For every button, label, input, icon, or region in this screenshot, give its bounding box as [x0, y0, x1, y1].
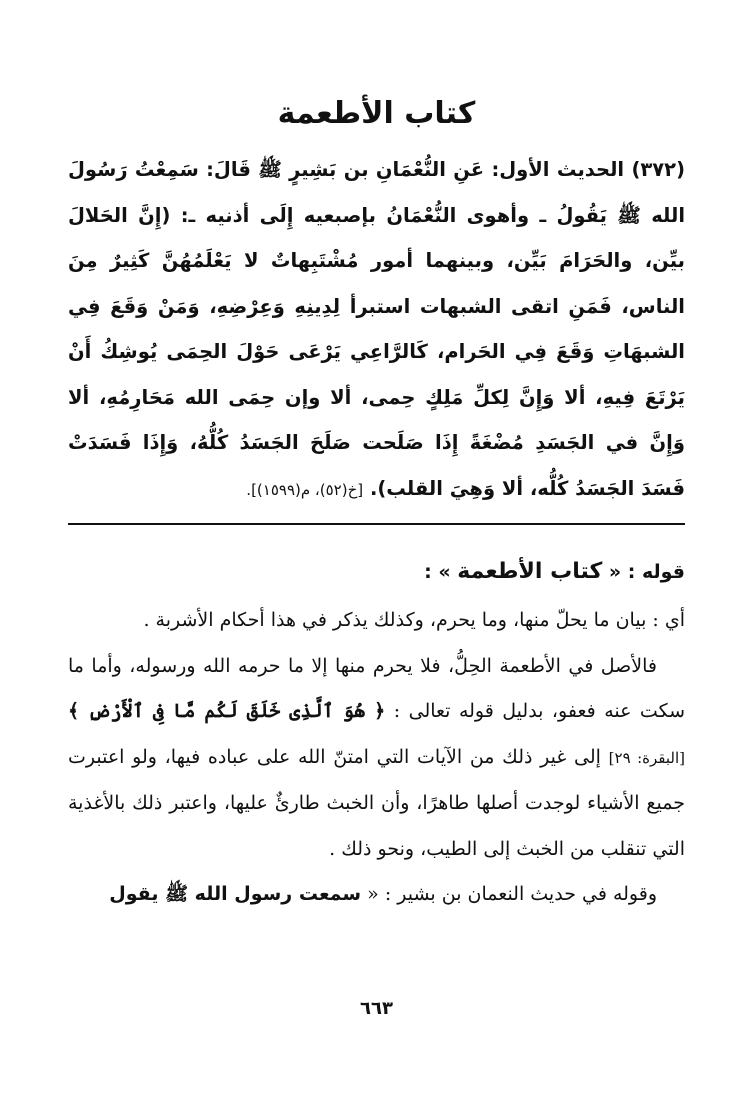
chapter-title: كتاب الأطعمة [277, 96, 476, 131]
heading-prefix: قوله : « [608, 561, 685, 583]
heading-book-name: كتاب الأطعمة [457, 559, 603, 584]
paragraph-2-text-a: فالأصل في الأطعمة الحِلُّ، فلا يحرم منها إلا ما حرمه الله ورسوله، وأما ما سكت عنه فعفو، بدليل قوله تعالى : [68, 654, 685, 722]
paragraph-3-quote: سمعت رسول الله ﷺ يقول [109, 883, 362, 905]
hadith-reference: [خ(٥٢)، م(١٥٩٩)]. [246, 480, 364, 499]
commentary-section [68, 552, 685, 918]
commentary-paragraph-1: أي : بيان ما يحلّ منها، وما يحرم، وكذلك يذكر في هذا أحكام الأشربة . [143, 609, 685, 631]
hadith-text [68, 147, 685, 513]
commentary-paragraph-3 [68, 872, 685, 918]
footnote-separator [68, 523, 685, 525]
verse-reference: [البقرة: ٢٩] [608, 748, 685, 767]
heading-suffix: » : [424, 561, 451, 583]
commentary-heading [68, 552, 685, 592]
book-page [68, 0, 685, 1102]
commentary-paragraph-2 [68, 644, 685, 873]
paragraph-2-text-b: إلى غير ذلك من الآيات التي امتنّ الله على عباده فيها، ولو اعتبرت جميع الأشياء لوجدت أصلها طاهرًا، وأن الخبث طارئٌ عليها، واعتبر ذلك بالأغذية التي تنقلب من الخبث إلى الطيب، ونحو ذلك . [68, 745, 685, 860]
page-number: ٦٦٣ [360, 998, 393, 1019]
paragraph-3-text: وقوله في حديث النعمان بن بشير : « [367, 883, 657, 905]
quran-verse: ﴿ هُوَ ٱلَّذِى خَلَقَ لَكُم مَّا فِى ٱلْأَرْضِ ﴾ [68, 700, 386, 722]
hadith-body: (٣٧٢) الحديث الأول: عَنِ النُّعْمَانِ بن بَشِيرٍ ﷺ قَالَ: سَمِعْتُ رَسُولَ الله ﷺ يَقُولُ ـ وأهوى النُّعْمَانُ بإصبعيه إِلَى أذنيه ـ: (إِنَّ الحَلالَ بيِّن، والحَرَامَ بَيِّن، وبينهما أمور مُشْتَبِهاتٌ لا يَعْلَمُهُنَّ كَثِيرٌ مِنَ الناس، فَمَنِ اتقى الشبهات استبرأ لِدِينِهِ وَعِرْضِهِ، وَمَنْ وَقَعَ فِي الشبهَاتِ وَقَعَ فِي الحَرام، كَالرَّاعِي يَرْعَى حَوْلَ الحِمَى يُوشِكُ أَنْ يَرْتَعَ فِيهِ، ألا وَإِنَّ لِكلِّ مَلِكٍ حِمى، ألا وإن حِمَى الله مَحَارِمُهِ، ألا وَإِنَّ في الجَسَدِ مُضْغَةً إِذَا صَلَحت صَلَحَ الجَسَدُ كُلُّهُ، وَإِذَا فَسَدَتْ فَسَدَ الجَسَدُ كُلُّه، ألا وَهِيَ القلب). [68, 158, 685, 500]
